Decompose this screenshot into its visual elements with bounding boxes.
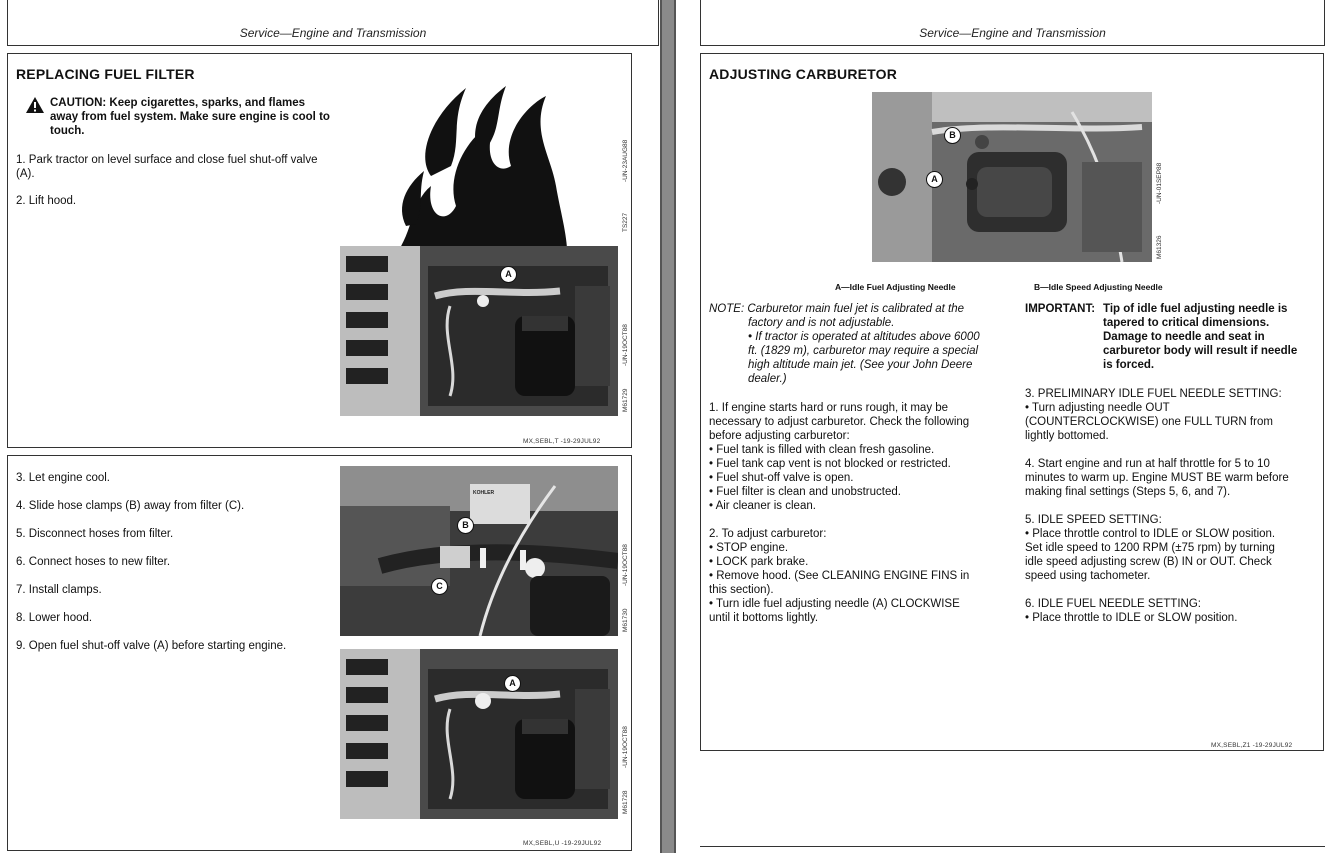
caution-text: CAUTION: Keep cigarettes, sparks, and flames away from fuel system. Make sure engine is cool to touch.: [50, 97, 330, 137]
col1-line: • LOCK park brake.: [709, 556, 809, 568]
caution-triangle-icon: [25, 96, 45, 114]
legend-b: B—Idle Speed Adjusting Needle: [1034, 282, 1163, 292]
callout-b: B: [944, 127, 961, 144]
callout-a: A: [500, 266, 517, 283]
figure-code: -UN-23AUG88: [622, 139, 629, 182]
legend-a: A—Idle Fuel Adjusting Needle: [835, 282, 956, 292]
col1-line: until it bottoms lightly.: [709, 612, 819, 624]
step-6: 6. Connect hoses to new filter.: [16, 556, 171, 568]
col2-line: lightly bottomed.: [1025, 430, 1109, 442]
note-line: factory and is not adjustable.: [748, 317, 895, 329]
col1-line: 1. If engine starts hard or runs rough, it may be: [709, 402, 949, 414]
col2-line: • Place throttle to IDLE or SLOW position.: [1025, 612, 1238, 624]
note-line: high altitude main jet. (See your John Deere: [748, 359, 973, 371]
step-7: 7. Install clamps.: [16, 584, 102, 596]
col1-line: this section).: [709, 584, 774, 596]
figure-code: -UN-19OCT88: [622, 726, 629, 768]
figure-code: M61326: [1156, 235, 1163, 259]
col1-line: 2. To adjust carburetor:: [709, 528, 827, 540]
running-head: Service—Engine and Transmission: [239, 26, 427, 40]
step-3: 3. Let engine cool.: [16, 472, 110, 484]
footer-code: MX,SEBL,T -19-29JUL92: [523, 438, 601, 445]
frame-line: [700, 846, 1325, 847]
col1-line: • Remove hood. (See CLEANING ENGINE FINS in: [709, 570, 970, 582]
note-line: • If tractor is operated at altitudes above 6000: [748, 331, 980, 343]
right-page: [676, 0, 1328, 853]
note-line: dealer.): [748, 373, 787, 385]
callout-a: A: [504, 675, 521, 692]
book-gutter: [660, 0, 676, 853]
important-line: is forced.: [1103, 359, 1155, 371]
col2-line: (COUNTERCLOCKWISE) one FULL TURN from: [1025, 416, 1273, 428]
col2-line: 3. PRELIMINARY IDLE FUEL NEEDLE SETTING:: [1025, 388, 1282, 400]
hose-clamps-photo: [340, 466, 618, 636]
col2-line: 5. IDLE SPEED SETTING:: [1025, 514, 1162, 526]
adjusting-carburetor-panel: [700, 53, 1324, 751]
fuel-filter-steps-panel: [7, 455, 632, 851]
col1-line: necessary to adjust carburetor. Check the following: [709, 416, 970, 428]
brand-label: KOHLER: [473, 490, 495, 496]
col1-line: • Fuel filter is clean and unobstructed.: [709, 486, 901, 498]
col2-line: speed using tachometer.: [1025, 570, 1151, 582]
step-8: 8. Lower hood.: [16, 612, 93, 624]
col2-line: making final settings (Steps 5, 6, and 7).: [1025, 486, 1231, 498]
important-line: Damage to needle and seat in: [1103, 331, 1265, 343]
important-line: Tip of idle fuel adjusting needle is: [1103, 303, 1288, 315]
replacing-fuel-filter-panel: [7, 53, 632, 448]
section-title: REPLACING FUEL FILTER: [16, 66, 195, 82]
col1-line: before adjusting carburetor:: [709, 430, 850, 442]
fuel-valve-open-photo: [340, 649, 618, 819]
note-line: ft. (1829 m), carburetor may require a special: [748, 345, 979, 357]
figure-code: TS227: [622, 212, 629, 232]
figure-code: M61729: [622, 388, 629, 412]
section-title: ADJUSTING CARBURETOR: [709, 66, 898, 82]
callout-c: C: [431, 578, 448, 595]
step-4: 4. Slide hose clamps (B) away from filter (C).: [16, 500, 245, 512]
col2-line: • Turn adjusting needle OUT: [1025, 402, 1170, 414]
col2-line: 6. IDLE FUEL NEEDLE SETTING:: [1025, 598, 1201, 610]
callout-a: A: [926, 171, 943, 188]
col2-line: 4. Start engine and run at half throttle for 5 to 10: [1025, 458, 1270, 470]
col1-line: • Fuel shut-off valve is open.: [709, 472, 854, 484]
step-2: 2. Lift hood.: [16, 195, 77, 207]
col2-line: • Place throttle control to IDLE or SLOW position.: [1025, 528, 1276, 540]
fuel-valve-photo: [340, 246, 618, 416]
col2-line: Set idle speed to 1200 RPM (±75 rpm) by turning: [1025, 542, 1275, 554]
col2-line: idle speed adjusting screw (B) IN or OUT. Check: [1025, 556, 1272, 568]
left-page: [0, 0, 660, 853]
figure-code: M61730: [622, 608, 629, 632]
col1-line: • STOP engine.: [709, 542, 789, 554]
running-head: Service—Engine and Transmission: [919, 26, 1106, 40]
col1-line: • Fuel tank is filled with clean fresh gasoline.: [709, 444, 935, 456]
frame-line: [7, 45, 659, 46]
figure-code: -UN-01SEP88: [1156, 162, 1163, 204]
col2-line: minutes to warm up. Engine MUST BE warm before: [1025, 472, 1289, 484]
callout-b: B: [457, 517, 474, 534]
footer-code: MX,SEBL,Z1 -19-29JUL92: [1211, 742, 1293, 749]
important-line: tapered to critical dimensions.: [1103, 317, 1270, 329]
frame-line: [700, 45, 1325, 46]
carburetor-photo: [872, 92, 1152, 262]
col1-line: • Air cleaner is clean.: [709, 500, 816, 512]
step-1: 1. Park tractor on level surface and close fuel shut-off valve (A).: [16, 154, 318, 180]
important-line: carburetor body will result if needle: [1103, 345, 1298, 357]
figure-code: -UN-19OCT88: [622, 544, 629, 586]
footer-code: MX,SEBL,U -19-29JUL92: [523, 840, 602, 847]
col1-line: • Fuel tank cap vent is not blocked or restricted.: [709, 458, 951, 470]
note-line: NOTE: Carburetor main fuel jet is calibrated at the: [709, 303, 965, 315]
important-label: IMPORTANT:: [1025, 303, 1096, 315]
figure-code: -UN-19OCT88: [622, 324, 629, 366]
step-5: 5. Disconnect hoses from filter.: [16, 528, 174, 540]
col1-line: • Turn idle fuel adjusting needle (A) CLOCKWISE: [709, 598, 960, 610]
figure-code: M61728: [622, 790, 629, 814]
step-9: 9. Open fuel shut-off valve (A) before starting engine.: [16, 640, 287, 652]
